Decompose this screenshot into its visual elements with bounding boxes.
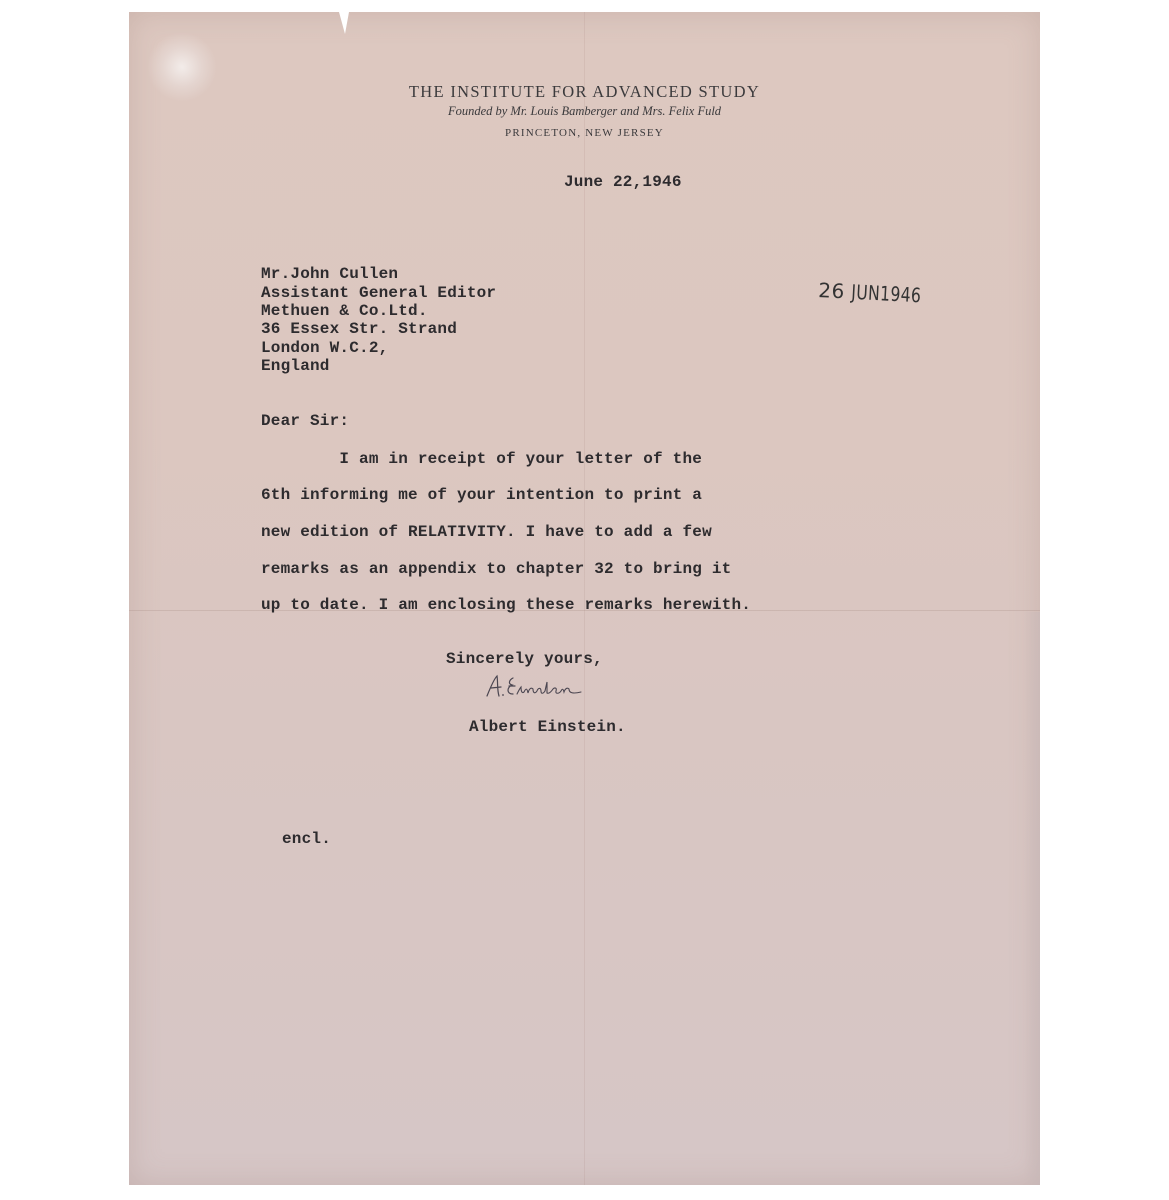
body-line: up to date. I am enclosing these remarks herewith. [261, 596, 752, 614]
recipient-company: Methuen & Co.Ltd. [261, 302, 428, 320]
stamp-year: 1946 [879, 281, 923, 308]
stamp-day: 26 [817, 278, 846, 304]
enclosure-note: encl. [282, 830, 332, 848]
body-line: new edition of RELATIVITY. I have to add a few [261, 523, 712, 541]
paper-edge-wear [1024, 612, 1040, 1185]
recipient-street: 36 Essex Str. Strand [261, 320, 458, 338]
letter-date: June 22,1946 [564, 173, 682, 191]
salutation: Dear Sir: [261, 412, 350, 430]
recipient-name: Mr.John Cullen [261, 265, 399, 283]
recipient-city: London W.C.2, [261, 339, 389, 357]
paper-tear [339, 12, 349, 34]
closing: Sincerely yours, [446, 650, 603, 668]
received-date-stamp [818, 278, 942, 308]
handwritten-signature [481, 672, 601, 702]
body-line: 6th informing me of your intention to print a [261, 486, 703, 504]
stamp-month-year [851, 280, 922, 308]
letterhead-location: PRINCETON, NEW JERSEY [505, 127, 664, 139]
body-line: I am in receipt of your letter of the [261, 450, 703, 468]
stamp-month: JUN [851, 279, 882, 306]
signatory-name: Albert Einstein. [469, 718, 626, 736]
body-line: remarks as an appendix to chapter 32 to bring it [261, 560, 732, 578]
letterhead-founders: Founded by Mr. Louis Bamberger and Mrs. Felix Fuld [447, 104, 722, 118]
letter-sheet [129, 12, 1040, 1185]
recipient-title: Assistant General Editor [261, 284, 497, 302]
letterhead-institution: THE INSTITUTE FOR ADVANCED STUDY [408, 82, 761, 101]
recipient-country: England [261, 357, 330, 375]
